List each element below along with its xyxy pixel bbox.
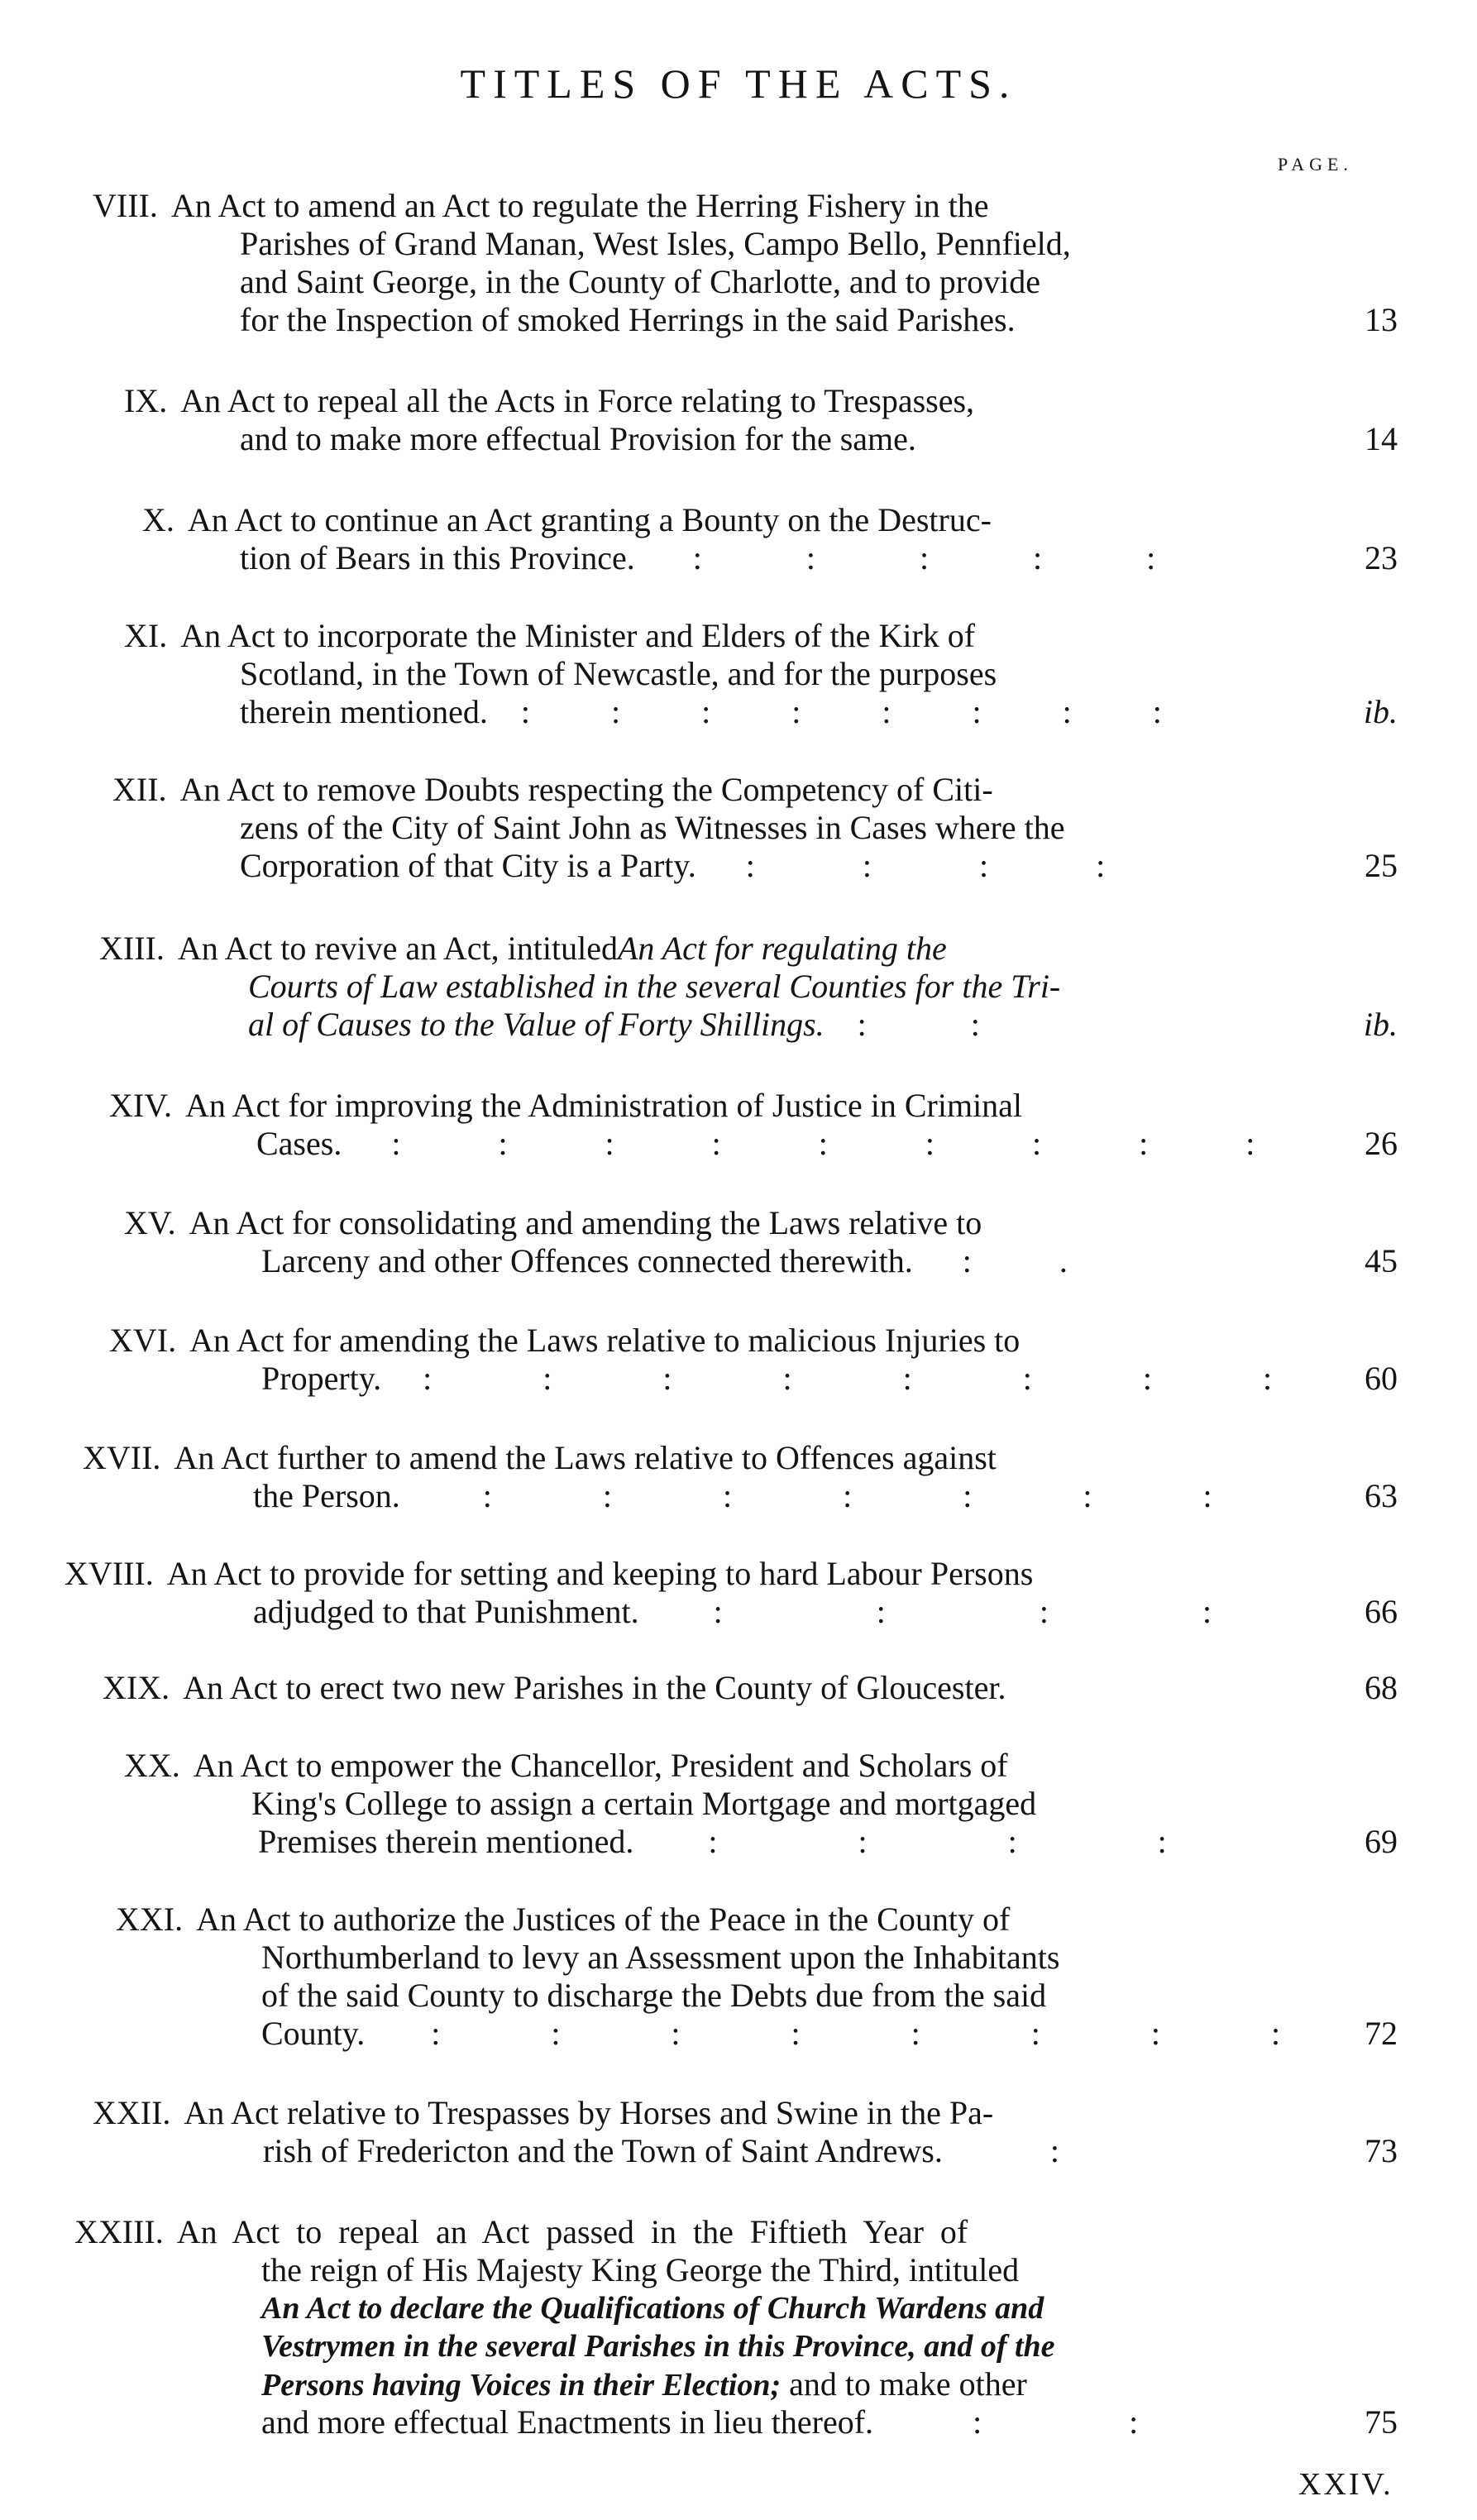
catchword: XXIV. [1298, 2467, 1393, 2502]
page-reference: 25 [1365, 847, 1398, 884]
act-numeral: XXII. [93, 2094, 171, 2131]
entry-line: Parishes of Grand Manan, West Isles, Campo Bello, Pennfield, [240, 225, 1071, 262]
entry-text: An Act for amending the Laws relative to malicious Injuries to [189, 1322, 1021, 1359]
act-numeral: XI. [124, 617, 168, 654]
entry-text: An Act to revive an Act, intituled [177, 930, 618, 967]
entry-line: An Act to declare the Qualifications of Church Wardens and [261, 2291, 1044, 2326]
entry-line [253, 1593, 1284, 1631]
entry-italic-text: al of Causes to the Value of Forty Shillings. [248, 1006, 825, 1043]
entry-text: the Person. [253, 1477, 400, 1514]
leader-dots: : : : : : : : : [423, 1360, 1324, 1397]
page-reference: 26 [1365, 1125, 1398, 1162]
leader-dots: : : : : : : : : [431, 2015, 1332, 2052]
act-numeral: X. [142, 501, 174, 538]
entry-first-line [74, 2213, 968, 2251]
entry-text: An Act to repeal an Act passed in the Fiftieth Year of [176, 2213, 968, 2250]
entry-first-line [93, 2094, 993, 2132]
act-numeral: XV. [124, 1204, 176, 1241]
entry-text: An Act to remove Doubts respecting the Competency of Citi- [179, 771, 993, 808]
entry-line [256, 1125, 1299, 1163]
entry-line [261, 2403, 1207, 2441]
act-numeral: IX. [124, 382, 168, 419]
act-numeral: XVIII. [65, 1555, 154, 1592]
leader-dots: : : : : [708, 1823, 1233, 1860]
entry-italic-text: Persons having Voices in their Election; [261, 2368, 782, 2403]
entry-text: An Act to amend an Act to regulate the Herring Fishery in the [170, 187, 989, 224]
entry-line: and Saint George, in the County of Charlotte, and to provide [240, 263, 1040, 300]
entry-first-line [99, 930, 947, 968]
page-reference: 73 [1365, 2132, 1398, 2169]
entry-line: the reign of His Majesty King George the Third, intituled [261, 2251, 1020, 2288]
leader-dots: : : [857, 1006, 1028, 1043]
entry-text: tion of Bears in this Province. [240, 539, 635, 576]
entry-first-line [124, 617, 975, 655]
entry-text: Cases. [256, 1125, 342, 1162]
entry-line [261, 2365, 1027, 2403]
page-reference: ib. [1363, 1006, 1398, 1043]
entry-first-line [93, 187, 989, 225]
page-reference: 60 [1365, 1360, 1398, 1397]
entry-text: rish of Fredericton and the Town of Saint Andrews. [263, 2132, 943, 2169]
entry-text: Corporation of that City is a Party. [240, 847, 696, 884]
entry-text: Larceny and other Offences connected therewith. [261, 1242, 913, 1279]
page-reference: 13 [1365, 301, 1398, 338]
act-numeral: XII. [112, 771, 167, 808]
page-title: TITLES OF THE ACTS. [460, 60, 1017, 107]
entry-first-line [112, 771, 993, 809]
leader-dots: : : : : : : : : [520, 693, 1198, 730]
entry-text: and to make other [781, 2365, 1027, 2403]
leader-dots: : : : : [745, 847, 1155, 884]
act-numeral: XX. [124, 1747, 180, 1784]
page-reference: 23 [1365, 539, 1398, 576]
entry-text: An Act to provide for setting and keeping to hard Labour Persons [166, 1555, 1034, 1592]
act-numeral: VIII. [93, 187, 158, 224]
entry-line: Vestrymen in the several Parishes in this Province, and of the [261, 2329, 1055, 2364]
entry-first-line [124, 1747, 1008, 1785]
entry-line [253, 1477, 1264, 1515]
entry-first-line [65, 1555, 1033, 1593]
entry-first-line [109, 1322, 1020, 1360]
entry-line [240, 539, 1203, 577]
entry-text: An Act for improving the Administration of Justice in Criminal [184, 1087, 1023, 1124]
page-reference: ib. [1363, 693, 1398, 730]
entry-line: Northumberland to levy an Assessment upon the Inhabitants [261, 1939, 1060, 1976]
entry-text: An Act to continue an Act granting a Bounty on the Destruc- [187, 501, 992, 538]
act-numeral: XIII. [99, 930, 165, 967]
entry-line: of the said County to discharge the Debts due from the said [261, 1977, 1047, 2014]
entry-line [261, 1242, 1107, 1280]
page-reference: 63 [1365, 1477, 1398, 1514]
entry-line [261, 1360, 1323, 1398]
page-reference: 72 [1365, 2015, 1398, 2052]
entry-line [240, 847, 1154, 885]
leader-dots: : : : : [713, 1593, 1285, 1630]
entry-line [263, 2132, 1107, 2170]
entry-line: for the Inspection of smoked Herrings in the said Parishes. [240, 301, 1016, 338]
entry-line: and to make more effectual Provision for the same. [240, 420, 916, 457]
leader-dots: : : : : : : : [482, 1477, 1264, 1514]
entry-text: Premises therein mentioned. [258, 1823, 634, 1860]
entry-text: and more effectual Enactments in lieu thereof. [261, 2403, 874, 2441]
act-numeral: XVII. [83, 1439, 161, 1476]
entry-line [258, 1823, 1233, 1861]
leader-dots: : : [973, 2403, 1208, 2441]
leader-dots: : : : : : [692, 539, 1204, 576]
entry-text: adjudged to that Punishment. [253, 1593, 639, 1630]
act-numeral: XIV. [109, 1087, 172, 1124]
entry-first-line [142, 501, 992, 539]
act-numeral: XXIII. [74, 2213, 164, 2250]
entry-first-line [124, 1204, 982, 1242]
entry-first-line [83, 1439, 997, 1477]
leader-dots: : : : : : : : : : [391, 1125, 1300, 1162]
entry-text: An Act to erect two new Parishes in the County of Gloucester. [183, 1669, 1006, 1706]
entry-text: An Act for consolidating and amending the Laws relative to [189, 1204, 982, 1241]
page-reference: 75 [1365, 2403, 1398, 2441]
entry-text: therein mentioned. [240, 693, 488, 730]
entry-first-line [124, 382, 974, 420]
entry-line: Scotland, in the Town of Newcastle, and for the purposes [240, 655, 997, 692]
page-reference: 66 [1365, 1593, 1398, 1630]
leader-dots: : . [962, 1242, 1107, 1279]
act-numeral: XIX. [103, 1669, 170, 1706]
entry-first-line [109, 1087, 1022, 1125]
act-numeral: XXI. [116, 1901, 184, 1938]
entry-line [248, 1006, 1028, 1044]
entry-text: Property. [261, 1360, 382, 1397]
entry-line: zens of the City of Saint John as Witnesses in Cases where the [240, 809, 1065, 846]
entry-first-line [116, 1901, 1010, 1939]
entry-line [261, 2015, 1331, 2053]
entry-text: An Act to empower the Chancellor, President and Scholars of [193, 1747, 1008, 1784]
entry-text: An Act to authorize the Justices of the Peace in the County of [196, 1901, 1011, 1938]
page-reference: 68 [1365, 1669, 1398, 1706]
entry-text: County. [261, 2015, 366, 2052]
entry-first-line [103, 1669, 1006, 1707]
act-numeral: XVI. [109, 1322, 177, 1359]
entry-text: An Act to repeal all the Acts in Force relating to Trespasses, [180, 382, 975, 419]
page-reference: 69 [1365, 1823, 1398, 1860]
page-reference: 14 [1365, 420, 1398, 457]
page-column-header: PAGE. [1278, 154, 1353, 175]
page-reference: 45 [1365, 1242, 1398, 1279]
entry-italic-text: An Act for regulating the [617, 930, 947, 967]
entry-line: Courts of Law established in the several Counties for the Tri- [248, 968, 1061, 1005]
entry-text: An Act relative to Trespasses by Horses and Swine in the Pa- [184, 2094, 994, 2131]
entry-line: King's College to assign a certain Mortgage and mortgaged [251, 1785, 1037, 1822]
entry-text: An Act further to amend the Laws relative to Offences against [174, 1439, 997, 1476]
entry-text: An Act to incorporate the Minister and Elders of the Kirk of [180, 617, 976, 654]
leader-dots: : [1049, 2132, 1107, 2169]
entry-line [240, 693, 1198, 731]
